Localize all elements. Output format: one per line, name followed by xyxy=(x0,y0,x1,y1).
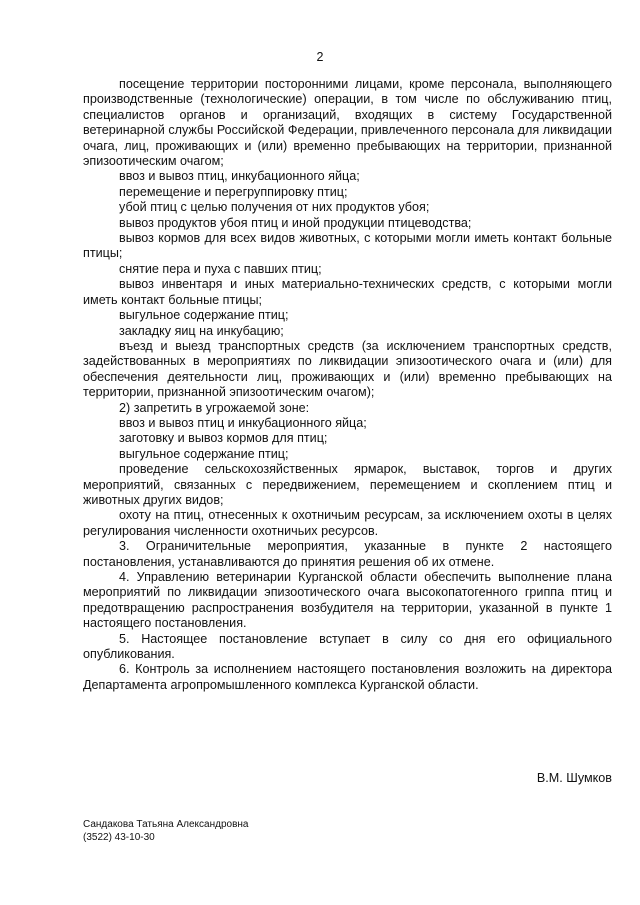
paragraph: закладку яиц на инкубацию; xyxy=(119,323,284,338)
paragraph: перемещение и перегруппировку птиц; xyxy=(119,184,348,199)
paragraph: посещение территории посторонними лицами, кроме персонала, выполняющего производственные (технологические) операции, в том числе по обслуживанию птиц, специалистов органов и организаций, входящих в систему Государственной ветеринарной службы Российской Федерации, привлеченного персонала для ликвидации очага, лиц, проживающих и (или) временно пребывающих на территории, признанной эпизоотическим очагом; xyxy=(83,77,612,169)
paragraph: снятие пера и пуха с павших птиц; xyxy=(119,261,322,276)
paragraph: проведение сельскохозяйственных ярмарок, выставок, торгов и других мероприятий, связанных с передвижением, перемещением и скоплением птиц и животных других видов; xyxy=(83,462,612,507)
paragraph: вывоз продуктов убоя птиц и иной продукции птицеводства; xyxy=(119,215,472,230)
paragraph: вывоз кормов для всех видов животных, с которыми могли иметь контакт больные птицы; xyxy=(83,231,612,261)
paragraph: заготовку и вывоз кормов для птиц; xyxy=(119,431,328,446)
paragraph: выгульное содержание птиц; xyxy=(119,308,289,323)
paragraph: 5. Настоящее постановление вступает в силу со дня его официального опубликования. xyxy=(83,631,612,662)
executor-phone: (3522) 43-10-30 xyxy=(83,832,155,843)
executor-info xyxy=(83,818,248,844)
paragraph: 3. Ограничительные мероприятия, указанные в пункте 2 настоящего постановления, устанавливаются до принятия решения об их отмене. xyxy=(83,539,612,569)
signature-name: В.М. Шумков xyxy=(536,771,612,785)
paragraph: охоту на птиц, отнесенных к охотничьим ресурсам, за исключением охоты в целях регулирования численности охотничьих ресурсов. xyxy=(83,508,612,538)
document-body xyxy=(83,77,612,693)
paragraph: 2) запретить в угрожаемой зоне: xyxy=(119,400,310,415)
page-number: 2 xyxy=(316,50,324,64)
paragraph: выгульное содержание птиц; xyxy=(119,446,289,461)
paragraph: ввоз и вывоз птиц, инкубационного яйца; xyxy=(119,169,360,184)
paragraph: ввоз и вывоз птиц и инкубационного яйца; xyxy=(119,415,367,430)
paragraph: въезд и выезд транспортных средств (за исключением транспортных средств, задействованных в мероприятиях по ликвидации эпизоотического очага и (или) для обеспечения деятельности лиц, проживающих и (или) временно пребывающих на территории, признанной эпизоотическим очагом); xyxy=(83,338,612,400)
paragraph: 6. Контроль за исполнением настоящего постановления возложить на директора Департамента агропромышленного комплекса Курганской области. xyxy=(83,662,612,692)
paragraph: 4. Управлению ветеринарии Курганской области обеспечить выполнение плана мероприятий по ликвидации эпизоотического очага высокопатогенного гриппа птиц и предотвращению распространения возбудителя на территории, указанной в пункте 1 настоящего постановления. xyxy=(83,570,612,631)
executor-name: Сандакова Татьяна Александровна xyxy=(83,819,249,830)
paragraph: убой птиц с целью получения от них продуктов убоя; xyxy=(119,200,430,215)
paragraph: вывоз инвентаря и иных материально-технических средств, с которыми могли иметь контакт больные птицы; xyxy=(83,277,612,307)
